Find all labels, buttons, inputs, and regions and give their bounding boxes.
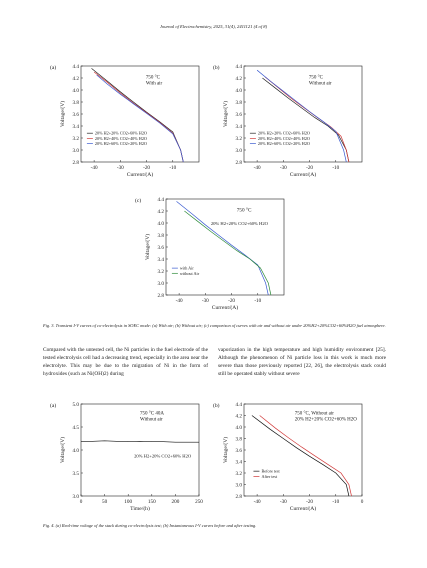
fig4-caption: Fig. 4. (a) Real-time voltage of the stack during co-electrolysis test; (b) Instantaneous I-V curves before and after testing. xyxy=(43,523,257,528)
legend-label: 20% H2+20% CO2+60% H2O xyxy=(257,130,310,136)
body-text-left: Compared with the untested cell, the Ni particles in the fuel electrode of the tested electrolysis cell had a decreasing trend, especially in the area near the electrolyte. This may be due to the migration of Ni in the form of hydroxides (such as Ni(OH)2) during xyxy=(43,347,208,378)
annotation: 750 °C, Without air xyxy=(294,411,334,417)
legend-label: 20% H2+40% CO2+40% H2O xyxy=(257,135,310,141)
y-tick-label: 3.6 xyxy=(235,111,242,118)
y-tick-label: 3.5 xyxy=(72,470,79,477)
legend-label: Before test xyxy=(261,468,280,474)
legend-label: 20% H2+20% CO2+60% H2O xyxy=(94,130,147,136)
y-tick-label: 3.2 xyxy=(235,135,242,142)
y-tick-label: 4.2 xyxy=(235,413,242,420)
fig3-caption: Fig. 3. Transient I-V curves of co-electrolysis in SOEC mode: (a) With air; (b) Without air; (c) comparison of curves with air and without air under 20%H2+20%CO2+60%H2O fuel atmosphere. xyxy=(43,323,386,328)
y-tick-label: 3.0 xyxy=(235,482,242,489)
annotation: 20% H2+20% CO2+60% H2O xyxy=(134,453,192,459)
y-axis-label: Voltage/(V) xyxy=(60,436,66,464)
y-axis-label: Voltage/(V) xyxy=(60,100,66,128)
plot-frame xyxy=(244,66,362,162)
x-tick-label: -30 xyxy=(116,165,124,171)
series-line-3 xyxy=(94,75,184,162)
legend-label: 20% H2+60% CO2+20% H2O xyxy=(257,141,310,147)
y-tick-label: 3.0 xyxy=(72,147,79,154)
y-axis-label: Voltage/(V) xyxy=(223,100,229,128)
x-tick-label: 0 xyxy=(79,499,83,505)
x-tick-label: -10 xyxy=(169,165,177,171)
y-tick-label: 4.4 xyxy=(157,196,164,203)
annotation: 750 °C xyxy=(145,75,160,81)
x-axis-label: Time/(h) xyxy=(130,506,150,512)
x-tick-label: -10 xyxy=(332,499,340,505)
x-tick-label: -40 xyxy=(175,298,183,304)
annotation: 20% H2+20% CO2+60% H2O xyxy=(294,417,357,423)
y-tick-label: 3.2 xyxy=(235,470,242,477)
y-tick-label: 3.6 xyxy=(235,447,242,454)
y-tick-label: 3.0 xyxy=(157,280,164,287)
annotation: 20% H2+20% CO2+60% H2O xyxy=(210,220,268,226)
y-tick-label: 5.0 xyxy=(72,401,79,408)
annotation: Without air xyxy=(308,81,332,87)
y-tick-label: 4.2 xyxy=(235,75,242,82)
x-tick-label: 0 xyxy=(360,499,364,505)
x-tick-label: -40 xyxy=(253,165,261,171)
y-tick-label: 3.8 xyxy=(235,99,242,106)
fig3b-chart xyxy=(213,60,368,185)
y-tick-label: 2.8 xyxy=(72,159,79,166)
y-tick-label: 3.8 xyxy=(235,436,242,443)
fig3c-chart xyxy=(135,193,290,318)
legend-label: 20% H2+40% CO2+40% H2O xyxy=(94,135,147,141)
legend-label: without Air xyxy=(179,270,200,276)
fig3a-chart xyxy=(50,60,205,185)
x-tick-label: -30 xyxy=(279,165,287,171)
annotation: 750 °C 40A xyxy=(140,411,164,417)
x-tick-label: -30 xyxy=(279,499,287,505)
panel-label: (b) xyxy=(213,65,220,71)
body-text-right: vaporization in the high temperature and high humidity environment [25]. Although the phenomenon of Ni particle loss in this work is much more severe than those previously reported [22, 26], the electrolysis stack could still be operated stably without severe xyxy=(218,347,386,378)
y-tick-label: 2.8 xyxy=(235,493,242,500)
y-tick-label: 3.6 xyxy=(157,244,164,251)
legend-label: After test xyxy=(261,473,278,479)
annotation: 750 °C xyxy=(308,75,323,81)
x-axis-label: Current/(A) xyxy=(126,172,154,178)
y-tick-label: 4.0 xyxy=(72,447,79,454)
x-tick-label: -40 xyxy=(90,165,98,171)
y-tick-label: 2.8 xyxy=(157,292,164,299)
y-tick-label: 4.0 xyxy=(157,220,164,227)
x-axis-label: Current/(A) xyxy=(211,305,239,311)
annotation: Without air xyxy=(140,417,163,423)
y-tick-label: 3.0 xyxy=(72,493,79,500)
y-tick-label: 4.5 xyxy=(72,424,79,431)
x-tick-label: -30 xyxy=(201,298,209,304)
series-line-1 xyxy=(262,75,349,162)
plot-frame xyxy=(81,66,199,162)
y-tick-label: 3.4 xyxy=(157,256,164,263)
journal-header: Journal of Electrochemistry, 2025, 31(4), 2411121 (4 of 8) xyxy=(159,24,268,29)
x-tick-label: 50 xyxy=(102,499,108,505)
panel-label: (b) xyxy=(213,403,220,409)
fig4b-chart xyxy=(213,398,368,521)
x-tick-label: -10 xyxy=(332,165,340,171)
x-tick-label: 150 xyxy=(147,499,156,505)
y-tick-label: 4.4 xyxy=(72,63,79,70)
x-tick-label: -20 xyxy=(306,165,314,171)
x-tick-label: 100 xyxy=(124,499,133,505)
y-tick-label: 3.4 xyxy=(235,459,242,466)
x-tick-label: 250 xyxy=(195,499,203,505)
legend-label: with Air xyxy=(179,265,194,271)
y-tick-label: 4.0 xyxy=(72,87,79,94)
y-tick-label: 4.2 xyxy=(157,208,164,215)
y-tick-label: 4.4 xyxy=(235,63,242,70)
x-tick-label: 200 xyxy=(171,499,180,505)
y-tick-label: 4.2 xyxy=(72,75,79,82)
y-axis-label: Voltage/(V) xyxy=(223,436,229,464)
series-line-2 xyxy=(94,72,183,162)
y-tick-label: 4.0 xyxy=(235,424,242,431)
series-line-1 xyxy=(81,441,199,442)
y-tick-label: 4.4 xyxy=(235,401,242,408)
y-tick-label: 3.0 xyxy=(235,147,242,154)
x-tick-label: -40 xyxy=(253,499,261,505)
x-tick-label: -20 xyxy=(306,499,314,505)
panel-label: (c) xyxy=(135,198,142,204)
y-tick-label: 3.6 xyxy=(72,111,79,118)
fig4a-chart xyxy=(50,398,205,521)
x-axis-label: Current/(A) xyxy=(289,506,317,512)
y-tick-label: 3.8 xyxy=(72,99,79,106)
x-axis-label: Current/(A) xyxy=(289,172,317,178)
legend-label: 20% H2+60% CO2+20% H2O xyxy=(94,141,147,147)
panel-label: (a) xyxy=(50,403,57,409)
y-tick-label: 3.2 xyxy=(72,135,79,142)
x-tick-label: -10 xyxy=(254,298,262,304)
x-tick-label: -20 xyxy=(228,298,236,304)
plot-frame xyxy=(166,199,284,295)
annotation: With air xyxy=(145,81,163,87)
annotation: 750 °C xyxy=(236,207,252,214)
y-axis-label: Voltage/(V) xyxy=(145,233,151,261)
series-line-2 xyxy=(260,416,352,497)
y-tick-label: 2.8 xyxy=(235,159,242,166)
x-tick-label: -20 xyxy=(143,165,151,171)
y-tick-label: 3.2 xyxy=(157,268,164,275)
y-tick-label: 4.0 xyxy=(235,87,242,94)
y-tick-label: 3.4 xyxy=(235,123,242,130)
y-tick-label: 3.4 xyxy=(72,123,79,130)
series-line-1 xyxy=(252,416,349,497)
y-tick-label: 3.8 xyxy=(157,232,164,239)
panel-label: (a) xyxy=(50,65,57,71)
